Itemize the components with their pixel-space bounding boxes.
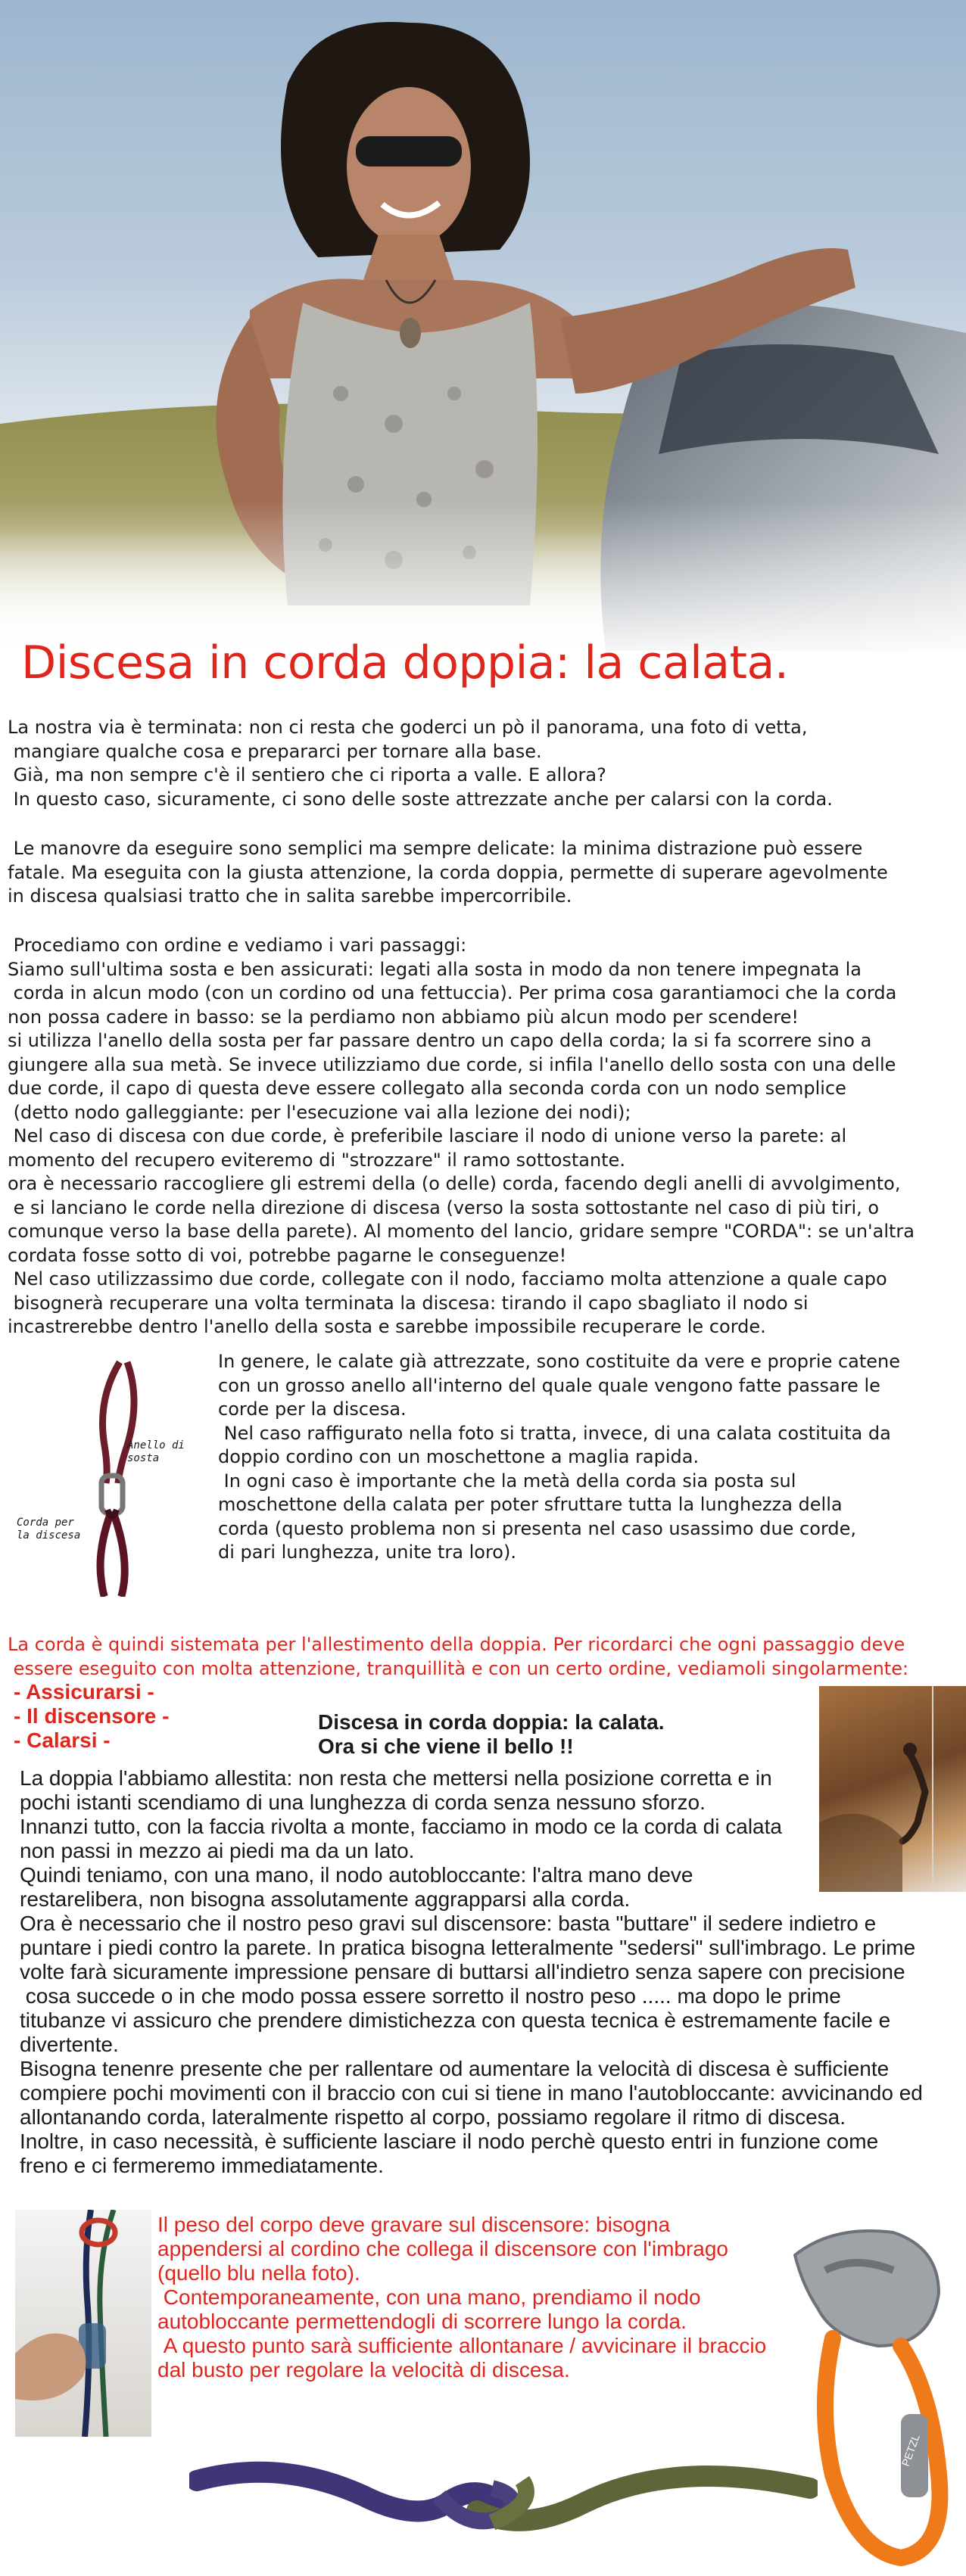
paragraph-line: bisognerà recuperare una volta terminata la discesa: tirando il capo sbagliato il nodo si xyxy=(8,1292,809,1314)
red-line: essere eseguito con molta attenzione, tranquillità e con un certo ordine, vediamoli singolarmente: xyxy=(8,1657,909,1679)
steps-list xyxy=(14,1680,256,1753)
subtitle-line1: Discesa in corda doppia: la calata. xyxy=(318,1710,665,1734)
step-calarsi: - Calarsi - xyxy=(14,1728,111,1752)
paragraph-line: momento del recupero eviteremo di "strozzare" il ramo sottostante. xyxy=(8,1149,625,1171)
body-line: compiere pochi movimenti con il braccio con cui si tiene in mano l'autobloccante: avvicinando ed xyxy=(20,2081,923,2105)
knot-ropes-image xyxy=(189,2450,818,2556)
side-line: In ogni caso è importante che la metà della corda sia posta sul xyxy=(218,1470,796,1492)
side-line: corde per la discesa. xyxy=(218,1398,407,1420)
red-body-line: dal busto per regolare la velocità di discesa. xyxy=(157,2358,570,2382)
descender-illustration xyxy=(787,2225,954,2573)
paragraph-manovre xyxy=(8,837,961,909)
subtitle-line2: Ora si che viene il bello !! xyxy=(318,1734,574,1758)
red-line: La corda è quindi sistemata per l'allestimento della doppia. Per ricordarci che ogni passaggio deve xyxy=(8,1634,905,1655)
body-line: non passi in mezzo ai piedi ma da un lato. xyxy=(20,1839,415,1862)
body-line: Innanzi tutto, con la faccia rivolta a monte, facciamo in modo ce la corda di calata xyxy=(20,1815,782,1838)
step-discensore: - Il discensore - xyxy=(14,1704,170,1728)
body-line: Ora è necessario che il nostro peso gravi sul discensore: basta "buttare" il sedere indietro e xyxy=(20,1912,877,1935)
body-line: allontanando corda, lateralmente rispetto al corpo, possiamo regolare il ritmo di discesa. xyxy=(20,2105,846,2129)
paragraph-line: Siamo sull'ultima sosta e ben assicurati: legati alla sosta in modo da non tenere impegnata la xyxy=(8,958,862,980)
intro-line: Già, ma non sempre c'è il sentiero che ci riporta a valle. E allora? xyxy=(8,764,606,786)
hero-illustration xyxy=(0,0,966,666)
body-line: freno e ci fermeremo immediatamente. xyxy=(20,2154,384,2177)
page-title xyxy=(21,636,960,696)
autoblock-illustration xyxy=(15,2210,151,2437)
autoblock-hand-photo xyxy=(15,2210,151,2437)
knot-illustration xyxy=(189,2450,818,2556)
side-line: moschettone della calata per poter sfruttare tutta la lunghezza della xyxy=(218,1494,843,1515)
paragraph-line: (detto nodo galleggiante: per l'esecuzione vai alla lezione dei nodi); xyxy=(8,1101,631,1123)
red-body-line: Contemporaneamente, con una mano, prendiamo il nodo xyxy=(157,2285,701,2309)
label-corda-discesa: Corda per la discesa xyxy=(17,1517,81,1542)
paragraph-line: e si lanciano le corde nella direzione di discesa (verso la sosta sottostante nel caso di più tiri, o xyxy=(8,1196,880,1218)
body-line: Inoltre, in caso necessità, è sufficiente lasciare il nodo perchè questo entri in funzione come xyxy=(20,2130,879,2153)
body-line: cosa succede o in che modo possa essere sorretto il nostro peso ..... ma dopo le prime xyxy=(20,1984,841,2008)
red-body-line: autobloccante permettendogli di scorrere lungo la corda. xyxy=(157,2310,687,2333)
body-line: La doppia l'abbiamo allestita: non resta che mettersi nella posizione corretta e in xyxy=(20,1766,772,1790)
page-title-text: Discesa in corda doppia: la calata. xyxy=(21,636,789,689)
body-line: divertente. xyxy=(20,2033,119,2056)
red-body-line: Il peso del corpo deve gravare sul discensore: bisogna xyxy=(157,2213,671,2236)
figure-anchor-ring xyxy=(14,1355,212,1597)
side-line: corda (questo problema non si presenta nel caso usassimo due corde, xyxy=(218,1517,857,1539)
side-line: In genere, le calate già attrezzate, sono costituite da vere e proprie catene xyxy=(218,1351,901,1372)
side-paragraph-calate xyxy=(218,1350,960,1565)
side-line: di pari lunghezza, unite tra loro). xyxy=(218,1542,516,1563)
red-body-line: appendersi al cordino che collega il discensore con l'imbrago xyxy=(157,2237,729,2260)
body-line: puntare i piedi contro la parete. In pratica bisogna letteralmente "sedersi" sull'imbrago. Le prime xyxy=(20,1936,916,1959)
side-line: Nel caso raffigurato nella foto si tratta, invece, di una calata costituita da xyxy=(218,1422,891,1444)
paragraph-line: giungere alla sua metà. Se invece utilizziamo due corde, si infila l'anello dello sosta con una delle xyxy=(8,1053,896,1075)
paragraph-line: ora è necessario raccogliere gli estremi della (o delle) corda, facendo degli anelli di avvolgimento, xyxy=(8,1173,901,1194)
body-calarsi xyxy=(20,1766,958,2178)
paragraph-line: Nel caso di discesa con due corde, è preferibile lasciare il nodo di unione verso la parete: al xyxy=(8,1125,847,1146)
body-line: restarelibera, non bisogna assolutamente aggrapparsi alla corda. xyxy=(20,1887,631,1911)
body-line: titubanze vi assicuro che prendere dimistichezza con questa tecnica è estremamente facile e xyxy=(20,2008,891,2032)
red-body-discensore xyxy=(157,2213,809,2382)
sunglasses xyxy=(356,136,462,166)
paragraph-line: Procediamo con ordine e vediamo i vari passaggi: xyxy=(8,935,467,956)
side-line: doppio cordino con un moschettone a maglia rapida. xyxy=(218,1446,700,1467)
paragraph-line: corda in alcun modo (con un cordino od una fettuccia). Per prima cosa garantiamoci che la corda xyxy=(8,982,897,1003)
hero-photo xyxy=(0,0,966,666)
tube-device xyxy=(795,2231,939,2346)
paragraph-line: si utilizza l'anello della sosta per far passare dentro un capo della corda; la si fa scorrere sino a xyxy=(8,1030,872,1051)
paragraph-line: due corde, il capo di questa deve essere collegato alla seconda corda con un nodo semplice xyxy=(8,1078,846,1099)
paragraph-line: Nel caso utilizzassimo due corde, collegate con il nodo, facciamo molta attenzione a quale capo xyxy=(8,1268,887,1290)
label-anello-sosta: Anello di sosta xyxy=(127,1439,185,1464)
paragraph-line: cordata fosse sotto di voi, potrebbe pagarne le conseguenze! xyxy=(8,1244,567,1266)
anchor-ring-illustration xyxy=(14,1355,212,1597)
intro-line: In questo caso, sicuramente, ci sono delle soste attrezzate anche per calarsi con la corda. xyxy=(8,788,833,810)
descender-device xyxy=(787,2225,954,2573)
paragraph-line: Le manovre da eseguire sono semplici ma sempre delicate: la minima distrazione può essere xyxy=(8,838,863,859)
body-line: Bisogna tenenre presente che per rallentare od aumentare la velocità di discesa è sufficiente xyxy=(20,2057,890,2080)
paragraph-line: comunque verso la base della parete). Al momento del lancio, gridare sempre "CORDA": se un'altra xyxy=(8,1221,915,1242)
hand xyxy=(15,2333,86,2400)
paragraph-line: fatale. Ma eseguita con la giusta attenzione, la corda doppia, permette di superare agevolmente xyxy=(8,861,888,883)
red-intro-paragraph xyxy=(8,1633,963,1681)
brand-label: PETZL xyxy=(899,2432,922,2469)
step-assicurarsi: - Assicurarsi - xyxy=(14,1680,154,1703)
paragraph-procedura xyxy=(8,934,961,1339)
red-body-line: A questo punto sarà sufficiente allontanare / avvicinare il braccio xyxy=(157,2334,767,2357)
intro-line: mangiare qualche cosa e prepararci per tornare alla base. xyxy=(8,740,542,762)
paragraph-line: non possa cadere in basso: se la perdiamo non abbiamo più alcun modo per scendere! xyxy=(8,1006,799,1028)
side-line: con un grosso anello all'interno del quale quale vengono fatte passare le xyxy=(218,1374,880,1396)
body-line: volte farà sicuramente impressione pensare di buttarsi all'indietro senza sapere con precisione xyxy=(20,1960,905,1983)
body-line: Quindi teniamo, con una mano, il nodo autobloccante: l'altra mano deve xyxy=(20,1863,693,1887)
paragraph-line: incastrerebbe dentro l'anello della sosta e sarebbe impossibile recuperare le corde. xyxy=(8,1316,766,1337)
subtitle-block xyxy=(318,1710,802,1759)
paragraph-line: in discesa qualsiasi tratto che in salita sarebbe impercorribile. xyxy=(8,885,572,907)
intro-line: La nostra via è terminata: non ci resta che goderci un pò il panorama, una foto di vetta, xyxy=(8,717,808,738)
red-body-line: (quello blu nella foto). xyxy=(157,2261,360,2285)
intro-paragraph xyxy=(8,716,961,811)
body-line: pochi istanti scendiamo di una lunghezza di corda senza nessuno sforzo. xyxy=(20,1790,706,1814)
